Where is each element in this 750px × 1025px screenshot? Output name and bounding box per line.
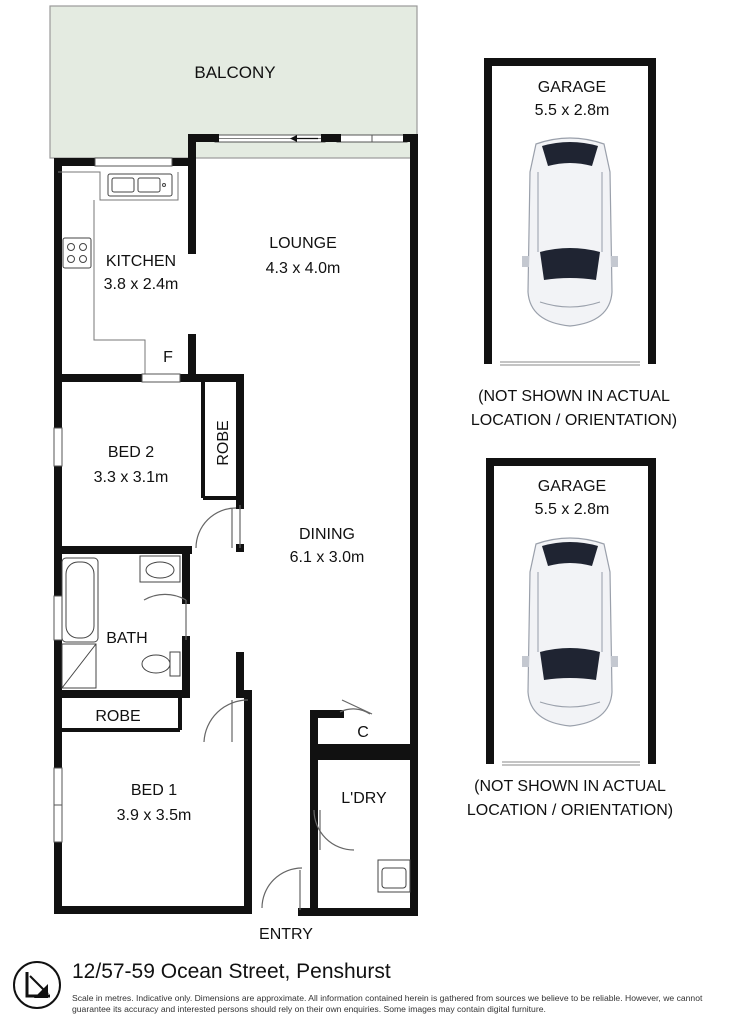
dining-label: DINING: [299, 526, 355, 543]
robe1-label: ROBE: [95, 708, 141, 725]
cupboard-label: C: [357, 724, 369, 741]
laundry-tub: [378, 860, 410, 892]
kitchen-sink: [108, 174, 172, 196]
bed1-size: 3.9 x 3.5m: [116, 807, 192, 824]
entry-label: ENTRY: [259, 926, 313, 943]
garage-1-label: GARAGE: [537, 79, 607, 96]
fridge-label: F: [163, 349, 173, 366]
car-2-icon: [522, 538, 618, 726]
kitchen-size: 3.8 x 2.4m: [103, 276, 179, 293]
dining-size: 6.1 x 3.0m: [289, 549, 365, 566]
garage-2-size: 5.5 x 2.8m: [534, 501, 610, 518]
sliding-door: [215, 135, 407, 142]
north-arrow-icon: [14, 962, 60, 1008]
bath-label: BATH: [106, 630, 148, 647]
kitchen-label: KITCHEN: [105, 253, 177, 270]
laundry-label: L'DRY: [341, 790, 387, 807]
shower: [62, 644, 96, 688]
garage-2: [467, 462, 673, 819]
kitchen-bench: [58, 172, 178, 374]
lounge-size: 4.3 x 4.0m: [265, 260, 341, 277]
bed2-label: BED 2: [107, 444, 155, 461]
disclaimer-text: Scale in metres. Indicative only. Dimensions are approximate. All information contained herein is gathered from sources we believe to be reliable. However, we cannot guarantee its accuracy and interested persons should rely on their own enquiries. Some images may contain digital furniture.: [72, 993, 703, 1014]
property-address: 12/57-59 Ocean Street, Penshurst: [72, 960, 391, 983]
garage-1: [471, 62, 677, 429]
bed1-label: BED 1: [130, 782, 178, 799]
basin: [140, 556, 180, 582]
balcony-label: BALCONY: [194, 63, 276, 82]
garage-1-note-line2: LOCATION / ORIENTATION): [470, 412, 678, 429]
toilet: [142, 652, 180, 676]
bathtub: [62, 558, 98, 642]
car-1-icon: [522, 138, 618, 326]
garage-1-size: 5.5 x 2.8m: [534, 102, 610, 119]
garage-1-note-line1: (NOT SHOWN IN ACTUAL: [478, 388, 670, 405]
room-labels: [94, 235, 387, 943]
garage-2-note-line2: LOCATION / ORIENTATION): [466, 802, 674, 819]
cooktop: [63, 238, 91, 268]
garage-2-note-line1: (NOT SHOWN IN ACTUAL: [474, 778, 666, 795]
lounge-label: LOUNGE: [269, 235, 337, 252]
bed2-size: 3.3 x 3.1m: [93, 469, 169, 486]
garage-2-label: GARAGE: [537, 478, 607, 495]
robe2-label: ROBE: [215, 420, 232, 466]
